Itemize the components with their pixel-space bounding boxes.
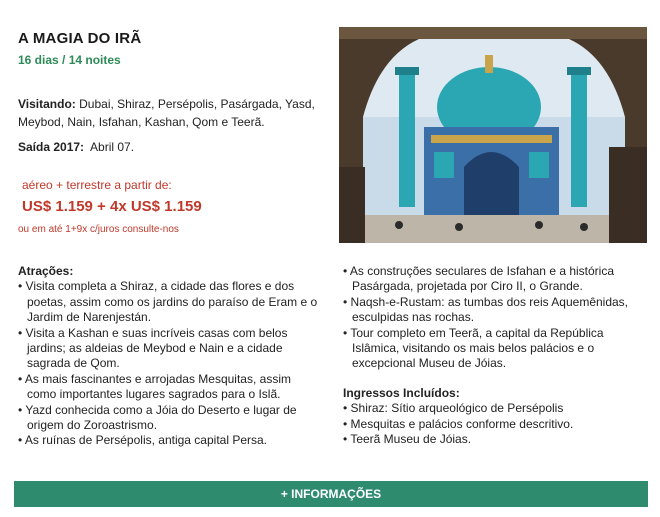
- departure-info: [18, 140, 134, 154]
- price-note: ou em até 1+9x c/juros consulte-nos: [18, 224, 179, 235]
- visiting-text: Dubai, Shiraz, Persépolis, Pasárgada, Yasd, Meybod, Nain, Isfahan, Kashan, Qom e Teerã.: [18, 97, 315, 129]
- included-item: • Mesquitas e palácios conforme descritivo.: [343, 417, 643, 432]
- included-item: • Teerã Museu de Jóias.: [343, 432, 643, 447]
- more-info-button[interactable]: + INFORMAÇÕES: [14, 481, 648, 507]
- attractions-heading: Atrações:: [18, 264, 74, 278]
- attraction-item: • Visita a Kashan e suas incríveis casas com belos jardins; as aldeias de Meybod e Nain e a cidade sagrada de Qom.: [18, 326, 318, 372]
- price-intro: aéreo + terrestre a partir de:: [22, 178, 172, 192]
- attraction-item: • Naqsh-e-Rustam: as tumbas dos reis Aquemênidas, esculpidas nas rochas.: [343, 295, 643, 326]
- trip-duration: 16 dias / 14 noites: [18, 53, 121, 67]
- visiting-label: Visitando:: [18, 97, 76, 111]
- attraction-item: • Tour completo em Teerã, a capital da República Islâmica, visitando os mais belos palácios e o excepcional Museu de Jóias.: [343, 326, 643, 372]
- attractions-list-continued: [343, 264, 643, 372]
- attractions-column-left: [18, 264, 318, 449]
- page-title: A MAGIA DO IRÃ: [18, 30, 142, 47]
- attractions-column-right: [343, 264, 643, 447]
- included-item: • Shiraz: Sítio arqueológico de Persépolis: [343, 401, 643, 416]
- mosque-photo: [339, 27, 647, 243]
- included-list: [343, 401, 643, 447]
- visiting-info: [18, 95, 328, 131]
- departure-value: Abril 07.: [90, 140, 135, 154]
- attraction-item: • As mais fascinantes e arrojadas Mesquitas, assim como importantes lugares sagrados para o Islã.: [18, 372, 318, 403]
- included-heading: Ingressos Incluídos:: [343, 385, 460, 400]
- attraction-item: • Visita completa a Shiraz, a cidade das flores e dos poetas, assim como os jardins do paraíso de Eram e o Jardim de Narenjestán.: [18, 279, 318, 325]
- price-main: US$ 1.159 + 4x US$ 1.159: [22, 198, 202, 215]
- attraction-item: • Yazd conhecida como a Jóia do Deserto e lugar de origem do Zoroastrismo.: [18, 403, 318, 434]
- departure-label: Saída 2017:: [18, 140, 85, 154]
- attraction-item: • As construções seculares de Isfahan e a histórica Pasárgada, projetada por Ciro II, o Grande.: [343, 264, 643, 295]
- attraction-item: • As ruínas de Persépolis, antiga capital Persa.: [18, 433, 318, 448]
- attractions-list: [18, 279, 318, 448]
